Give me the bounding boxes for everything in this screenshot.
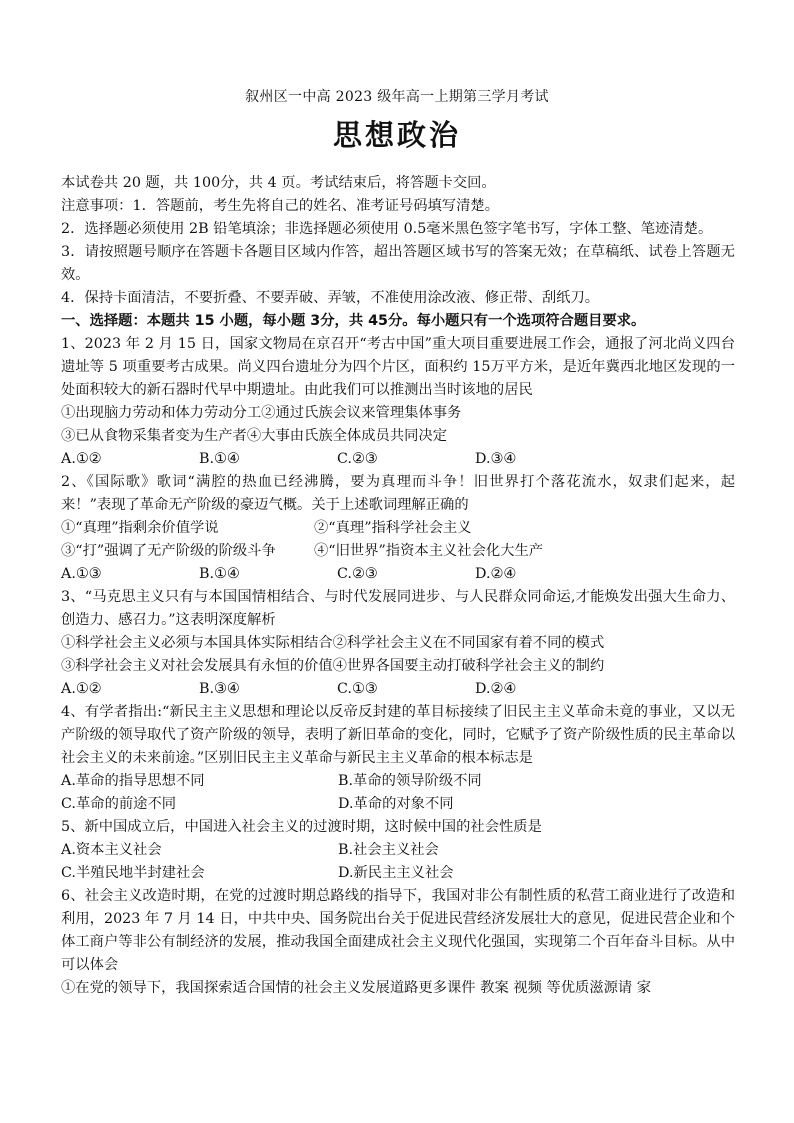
option-a: A.①③ — [61, 566, 102, 582]
instructions-note-1: 注意事项：1．答题前，考生先将自己的姓名、准考证号码填写清楚。 — [61, 198, 499, 214]
option-d: D.②④ — [475, 681, 517, 697]
question-1-options — [61, 448, 735, 471]
question-3-statements-b: ③科学社会主义对社会发展具有永恒的价值④世界各国要主动打破科学社会主义的制约 — [61, 658, 605, 674]
section-heading: 一、选择题：本题共 15 小题，每小题 3分，共 45分。每小题只有一个选项符合题目要求。 — [61, 313, 646, 329]
question-3-statements-a: ①科学社会主义必须与本国具体实际相结合②科学社会主义在不同国家有着不同的模式 — [61, 635, 605, 651]
statement-4: ④“旧世界”指资本主义社会化大生产 — [314, 543, 544, 559]
option-d: D.③④ — [475, 451, 517, 467]
question-4-stem: 4、有学者指出:“新民主主义思想和理论以反帝反封建的革目标接续了旧民主主义革命未竟的事业，又以无产阶级的领导取代了资产阶级的领导，表明了新旧革命的变化，同时，它赋予了资产阶级性质的民主革命以社会主义的未来前途。”区别旧民主主义革命与新民主主义革命的根本标志是 — [61, 704, 735, 766]
instructions-note-3: 3．请按照题号顺序在答题卡各题目区域内作答，超出答题区域书写的答案无效；在草稿纸、试卷上答题无效。 — [61, 244, 735, 283]
option-a: A.①② — [61, 681, 102, 697]
question-6-statement-1: ①在党的领导下，我国探索适合国情的社会主义发展道路更多课件 教案 视频 等优质滋源请 家 — [61, 980, 652, 996]
option-b: B.革命的领导阶级不同 — [338, 773, 482, 789]
option-c: C.①③ — [337, 681, 378, 697]
option-d: D.新民主主义社会 — [338, 865, 454, 881]
question-2-statements-b — [61, 540, 735, 563]
option-c: C.半殖民地半封建社会 — [61, 865, 205, 881]
option-b: B.①④ — [199, 566, 240, 582]
question-2-stem: 2、《国际歌》歌词“满腔的热血已经沸腾，要为真理而斗争！旧世界打个落花流水，奴隶们起来，起来！”表现了革命无产阶级的豪迈气概。关于上述歌词理解正确的 — [61, 474, 735, 513]
instructions-note-2: 2．选择题必须使用 2B 铅笔填涂；非选择题必须使用 0.5毫米黑色签字笔书写，字体工整、笔迹清楚。 — [61, 221, 713, 237]
option-d: D.革命的对象不同 — [338, 796, 454, 812]
option-c: C.②③ — [337, 451, 378, 467]
question-5-stem: 5、新中国成立后，中国进入社会主义的过渡时期，这时候中国的社会性质是 — [61, 819, 542, 835]
option-c: C.②③ — [337, 566, 378, 582]
question-4-options-cd — [61, 793, 735, 816]
instructions-note-4: 4．保持卡面清洁，不要折叠、不要弄破、弄皱，不准使用涂改液、修正带、刮纸刀。 — [61, 290, 600, 306]
option-b: B.①④ — [199, 451, 240, 467]
question-1-statements-a: ①出现脑力劳动和体力劳动分工②通过氏族会议来管理集体事务 — [61, 405, 462, 421]
question-3-stem: 3、“马克思主义只有与本国国情相结合、与时代发展同进步、与人民群众同命运,才能焕发出强大生命力、创造力、感召力。”这表明深度解析 — [61, 589, 735, 628]
option-a: A.资本主义社会 — [61, 842, 162, 858]
question-5-options-cd — [61, 862, 735, 885]
question-2-options — [61, 563, 735, 586]
exam-body — [61, 172, 735, 1000]
question-1-stem: 1、2023 年 2 月 15 日，国家文物局在京召开“考古中国”重大项目重要进展工作会，通报了河北尚义四台遗址等 5 项重要考古成果。尚义四台遗址分为四个片区，面积约 15万平方米，是近年冀西北地区发现的一处面积较大的新石器时代早中期遗址。由此我们可以推测出当时该地的居民 — [61, 336, 735, 398]
question-2-statements-a — [61, 517, 735, 540]
question-4-options-ab — [61, 770, 735, 793]
question-5-options-ab — [61, 839, 735, 862]
statement-2: ②“真理”指科学社会主义 — [314, 520, 472, 536]
statement-3: ③“打”强调了无产阶级的阶级斗争 — [61, 543, 276, 559]
option-a: A.革命的指导思想不同 — [61, 773, 205, 789]
question-1-statements-b: ③已从食物采集者变为生产者④大事由氏族全体成员共同决定 — [61, 428, 448, 444]
exam-header: 叙州区一中高 2023 级年高一上期第三学月考试 — [245, 89, 549, 105]
option-a: A.①② — [61, 451, 102, 467]
option-d: D.②④ — [475, 566, 517, 582]
subject-title: 思想政治 — [332, 118, 461, 152]
statement-1: ①“真理”指剩余价值学说 — [61, 520, 219, 536]
instructions-line: 本试卷共 20 题，共 100分，共 4 页。考试结束后，将答题卡交回。 — [61, 175, 496, 191]
option-b: B.③④ — [199, 681, 240, 697]
question-3-options — [61, 678, 735, 701]
option-b: B.社会主义社会 — [338, 842, 439, 858]
question-6-stem: 6、社会主义改造时期，在党的过渡时期总路线的指导下，我国对非公有制性质的私营工商业进行了改造和利用，2023 年 7 月 14 日，中共中央、国务院出台关于促进民营经济发展壮大的意见，促进民营企业和个体工商户等非公有制经济的发展，推动我国全面建成社会主义现代化强国，实现第二个百年奋斗目标。从中可以体会 — [61, 888, 735, 973]
option-c: C.革命的前途不同 — [61, 796, 177, 812]
